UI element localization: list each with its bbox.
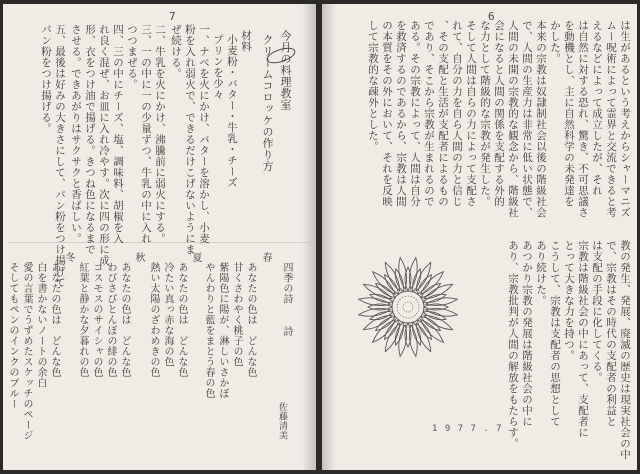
date-note: 1 9 7 7 . 7 <box>432 424 503 434</box>
right-page <box>322 4 637 470</box>
essay-line: えるなどによって成立したが、それ <box>591 20 603 196</box>
essay-line: こうして、宗教は支配者の思想として <box>549 240 561 427</box>
essay-line: で、人間の生産力は非常に低い状態で、 <box>521 20 533 218</box>
recipe-line: 粉を入れ弱火で、できるだけこげないようにま <box>184 24 196 255</box>
poem-line: コスモスのサイシャの色 <box>91 262 102 378</box>
essay-line: 宗教は階級社会の中にあって、支配者に <box>577 240 589 438</box>
essay-line: 、その支配と生活が支配者によるもの <box>437 20 449 207</box>
season-label: 春 <box>260 252 271 263</box>
recipe-line: 五、最後は好みの大きさにして、パン粉をつけ揚げて <box>54 24 66 288</box>
essay-line: 会になると人間の関係を支配する外的 <box>493 20 505 207</box>
season-label: 秋 <box>133 252 144 263</box>
essay-line: で、宗教はその時代の支配者の利益と <box>605 240 617 427</box>
essay-line: は支配の手段に化してくる。 <box>591 240 603 383</box>
recipe-line: パン粉をつけ揚げる。 <box>40 24 52 134</box>
sunflower-drawing <box>338 242 478 372</box>
poem-line: あなたの色は どんな色 <box>176 262 187 378</box>
essay-line: れて、自分の力を自ら人間の力と信じ <box>451 20 463 207</box>
poem-line: そしてもペンのインクのブルー <box>7 262 18 409</box>
left-page <box>3 4 316 470</box>
recipe-subtitle: クリームコロッケの作り方 <box>261 34 274 172</box>
essay-line: して宗教的な疎外とした。 <box>367 20 379 152</box>
poem-line: わびさびとんぼの緋の色 <box>105 262 116 378</box>
poem-line: あなたの色は どんな色 <box>119 262 130 378</box>
essay-line: な力として階級的な宗教が発生した。 <box>479 20 491 207</box>
poem-line: 甘くさわやく桃子の色 <box>231 262 242 367</box>
essay-line: ムー呪術によって霊界と交流できると考 <box>605 20 617 218</box>
essay-line: そして人間は自らの力によって支配さ <box>465 20 477 207</box>
essay-line: を救済するのであるから、宗教は人間 <box>395 20 407 207</box>
poem-line: 熱い太陽のざわめきの色 <box>148 262 159 378</box>
recipe-line: プリンを少々 <box>212 34 224 100</box>
recipe-line: れ良く混ぜ、お皿に入れ冷やす。次に四の形に成 <box>98 24 110 266</box>
poem-line: 白を書かないノートの余白 <box>35 262 46 388</box>
poem-line: やんわりと藍をまとう春の色 <box>203 262 214 399</box>
poem-author: 佐藤清美 <box>277 402 287 440</box>
poem-line: 紫陽色に陽が、淋しいさかぼ <box>217 262 228 399</box>
poem-line: 紅葉と静かな夕暮れの色 <box>77 262 88 378</box>
essay-line: は自然に対する恐れ、驚き、不可思議さ <box>577 20 589 218</box>
section-divider <box>9 242 310 243</box>
sunflower-petals <box>359 258 458 357</box>
essay-line: あり、宗教批判が人間の解放をもたらす。 <box>507 240 519 449</box>
essay-line: 本来の宗教は奴隷制社会以後の階級社会 <box>535 20 547 218</box>
poem-line: あなたの色は どんな色 <box>49 262 60 378</box>
essay-line: かした。 <box>549 20 561 64</box>
essay-line: 教の発生、発展、廃滅の歴史は現実社会の中 <box>619 240 631 460</box>
season-label: 夏 <box>190 252 201 263</box>
gutter-shadow <box>322 4 336 470</box>
essay-line: ある。その宗教によって、人間は自分 <box>409 20 421 207</box>
poem-subtitle: 詩 <box>281 326 292 337</box>
gutter-shadow <box>302 4 316 470</box>
season-label: 冬 <box>63 252 74 263</box>
page-number: 7 <box>169 10 176 23</box>
essay-line: あり続けた。 <box>535 240 547 306</box>
recipe-line: 形、衣をつけ油で揚げる。きつね色になるまで <box>84 24 96 255</box>
page-number: 6 <box>488 10 495 23</box>
essay-line: であり、そこから宗教が生まれるので <box>423 20 435 207</box>
essay-line: あつかり宗教の発展は階級社会の中に <box>521 240 533 427</box>
poem-line: 愛の言葉でうずめたスケッチのページ <box>21 262 32 441</box>
sunflower-seed-core <box>403 302 413 312</box>
essay-line: とって大きな力を持つ。 <box>563 240 575 361</box>
recipe-line: 二、牛乳を火にかけ、沸騰前に弱火にする。 <box>154 24 166 244</box>
recipe-line: ぜ続ける。 <box>170 24 182 79</box>
recipe-line: つつまぜる。 <box>126 24 138 90</box>
recipe-line: 三、一の中に一の少量ずつ、牛乳の中に入れ <box>140 24 152 244</box>
recipe-line: 小麦粉・バター・牛乳・チーズ <box>226 34 238 188</box>
essay-line: 人間の未開の宗教的な観念から、階級社 <box>507 20 519 218</box>
sunflower-seed-ring <box>397 296 419 318</box>
poem-title: 四季の詩 <box>281 262 292 304</box>
poem-line: 冷たい真っ赤な海の色 <box>162 262 173 367</box>
recipe-line: 四、三の中にチーズ、塩、調味料、胡椒を入 <box>112 24 124 244</box>
recipe-line: させる。できあがりはサクサクと香ばしい。 <box>70 24 82 244</box>
recipe-line: 一、ナベを火にかけ、バターを溶かし、小麦 <box>198 24 210 244</box>
essay-line: は生があるという考えからシャーマニズ <box>619 20 631 218</box>
essay-line: を動機とし、主に自然科学の未発達を <box>563 20 575 207</box>
recipe-title: 今月の料理教室 <box>279 30 292 111</box>
recipe-materials-label: 材料 <box>240 30 252 52</box>
poem-line: あなたの色は どんな色 <box>245 262 256 378</box>
essay-line: の本質をその外において、それを反映 <box>381 20 393 207</box>
